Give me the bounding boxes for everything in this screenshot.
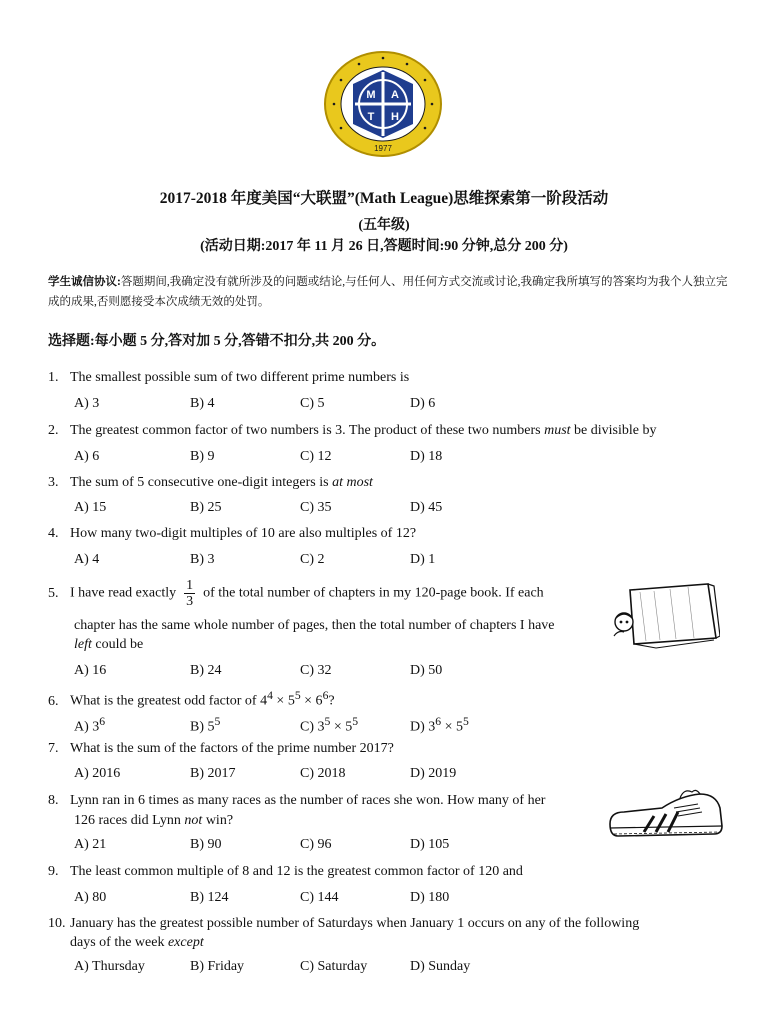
question-text: days of the week: [70, 935, 168, 950]
exponent: 5: [352, 715, 359, 728]
question-text: The greatest common factor of two numbers is 3. The product of these two numbers: [70, 423, 545, 438]
option-a[interactable]: A) 2016: [74, 766, 121, 781]
question-number: 9.: [48, 864, 59, 879]
question-3: [48, 475, 373, 491]
question-number: 2.: [48, 423, 59, 438]
question-text: January has the greatest possible number of Saturdays when January 1 occurs on any of the following: [70, 916, 640, 931]
question-5-line-3: [74, 637, 143, 653]
exponent: 4: [267, 689, 273, 702]
question-number: 5.: [48, 585, 59, 601]
option-c[interactable]: C) 32: [300, 663, 332, 678]
option-c[interactable]: C) 2: [300, 552, 325, 567]
question-emphasis: at most: [332, 475, 373, 490]
option-b[interactable]: B) 90: [190, 837, 222, 852]
pledge-text: 答题期间,我确定没有就所涉及的问题或结论,与任何人、用任何方式交流或讨论,我确定我所填写的答案均为我个人独立完成的成果,否则愿接受本次成绩无效的处罚。: [48, 276, 728, 308]
option-text: × 5: [441, 719, 464, 735]
option-a[interactable]: [74, 715, 105, 736]
running-shoe-icon: [604, 786, 726, 844]
option-b[interactable]: B) 2017: [190, 766, 236, 781]
question-number: 8.: [48, 793, 59, 808]
question-9: [48, 864, 523, 880]
pledge-label: 学生诚信协议:: [48, 276, 121, 288]
option-text: B) 5: [190, 719, 215, 735]
exponent: 5: [463, 715, 469, 728]
option-d[interactable]: D) 50: [410, 663, 443, 678]
exponent: 5: [324, 715, 331, 728]
option-a[interactable]: A) Thursday: [74, 959, 145, 974]
question-text: What is the greatest odd factor of 4: [70, 693, 268, 709]
fraction-numerator: 1: [186, 578, 194, 593]
option-a[interactable]: A) 21: [74, 837, 107, 852]
option-b[interactable]: [190, 715, 220, 736]
option-d[interactable]: D) 180: [410, 890, 450, 905]
option-text: C) 3: [300, 719, 325, 735]
question-text: Lynn ran in 6 times as many races as the number of races she won. How many of her: [70, 793, 546, 808]
question-4: [48, 526, 416, 542]
option-a[interactable]: A) 80: [74, 890, 107, 905]
question-5-line-2: chapter has the same whole number of pages, then the total number of chapters I have: [74, 618, 555, 633]
question-text: 126 races did Lynn: [74, 813, 185, 828]
exponent: 6: [322, 689, 329, 702]
option-b[interactable]: B) 9: [190, 449, 215, 464]
question-2: [48, 423, 656, 439]
question-text: I have read exactly: [70, 585, 177, 601]
option-d[interactable]: D) 1: [410, 552, 436, 567]
exam-meta: (活动日期:2017 年 11 月 26 日,答题时间:90 分钟,总分 200 分): [200, 239, 568, 254]
question-emphasis: not: [184, 813, 203, 828]
seal-letter-a: A: [391, 89, 399, 101]
question-emphasis: except: [167, 935, 204, 950]
option-b[interactable]: B) 4: [190, 396, 215, 411]
question-text-end: ?: [328, 693, 335, 709]
option-d[interactable]: D) Sunday: [410, 959, 471, 974]
exponent: 6: [435, 715, 442, 728]
exam-title: 2017-2018 年度美国“大联盟”(Math League)思维探索第一阶段活动: [159, 190, 609, 207]
exponent: 5: [294, 689, 301, 702]
question-emphasis: must: [544, 423, 571, 438]
seal-icon: [322, 50, 444, 158]
seal-letter-t: T: [367, 111, 375, 123]
option-c[interactable]: C) 2018: [300, 766, 346, 781]
question-text-end: be divisible by: [570, 423, 657, 438]
option-c[interactable]: C) Saturday: [300, 959, 368, 974]
question-6: [48, 689, 335, 710]
option-d[interactable]: D) 6: [410, 396, 436, 411]
question-emphasis: left: [74, 637, 92, 652]
reading-person-illustration: [610, 578, 720, 650]
question-text: The sum of 5 consecutive one-digit integers is: [70, 475, 333, 490]
question-text-part: × 6: [300, 693, 323, 709]
exponent: 5: [214, 715, 221, 728]
option-c[interactable]: C) 144: [300, 890, 339, 905]
question-10-line-2: [70, 935, 204, 951]
option-b[interactable]: B) 25: [190, 500, 222, 515]
option-a[interactable]: A) 6: [74, 449, 100, 464]
question-8-line-2: [74, 813, 233, 829]
question-number: 4.: [48, 526, 59, 541]
seal-year: 1977: [374, 144, 392, 153]
fraction-one-third: [184, 578, 195, 609]
option-d[interactable]: D) 105: [410, 837, 450, 852]
exponent: 6: [99, 715, 106, 728]
question-text-end: of the total number of chapters in my 120-page book. If each: [203, 585, 544, 601]
question-number: 6.: [48, 693, 59, 709]
option-b[interactable]: B) 124: [190, 890, 229, 905]
option-c[interactable]: C) 5: [300, 396, 325, 411]
question-text: How many two-digit multiples of 10 are also multiples of 12?: [70, 526, 417, 541]
grade-label: (五年级): [358, 218, 410, 233]
option-text: × 5: [330, 719, 353, 735]
question-number: 1.: [48, 370, 59, 385]
seal-letter-m: M: [366, 89, 376, 101]
question-number: 3.: [48, 475, 59, 490]
option-d[interactable]: D) 18: [410, 449, 443, 464]
question-7: [48, 741, 394, 757]
question-8: [48, 793, 545, 809]
mathematics-league-seal: [322, 50, 444, 158]
fraction-denominator: 3: [186, 594, 194, 609]
question-number: 7.: [48, 741, 59, 756]
question-text-end: win?: [202, 813, 234, 828]
option-text: A) 3: [74, 719, 100, 735]
option-d[interactable]: D) 45: [410, 500, 443, 515]
question-text: The smallest possible sum of two different prime numbers is: [70, 370, 410, 385]
question-text-end: could be: [91, 637, 144, 652]
question-1: [48, 370, 409, 386]
option-c[interactable]: C) 96: [300, 837, 332, 852]
option-a[interactable]: A) 15: [74, 500, 107, 515]
question-text-part: × 5: [272, 693, 295, 709]
option-c[interactable]: C) 12: [300, 449, 332, 464]
reading-person-icon: [610, 578, 720, 650]
option-b[interactable]: B) Friday: [190, 959, 245, 974]
option-c[interactable]: [300, 715, 358, 736]
option-b[interactable]: B) 24: [190, 663, 222, 678]
option-text: D) 3: [410, 719, 436, 735]
seal-letter-h: H: [391, 111, 399, 123]
option-a[interactable]: A) 3: [74, 396, 100, 411]
question-5: [48, 578, 544, 609]
option-d[interactable]: [410, 715, 469, 736]
question-number: 10.: [48, 916, 66, 931]
integrity-pledge: [48, 272, 728, 312]
option-c[interactable]: C) 35: [300, 500, 332, 515]
section-title: 选择题:每小题 5 分,答对加 5 分,答错不扣分,共 200 分。: [48, 334, 386, 349]
option-b[interactable]: B) 3: [190, 552, 215, 567]
option-a[interactable]: A) 16: [74, 663, 107, 678]
question-text: The least common multiple of 8 and 12 is the greatest common factor of 120 and: [70, 864, 523, 879]
option-d[interactable]: D) 2019: [410, 766, 457, 781]
question-10: [48, 916, 639, 932]
running-shoe-illustration: [604, 786, 726, 844]
option-a[interactable]: A) 4: [74, 552, 100, 567]
question-text: What is the sum of the factors of the prime number 2017?: [70, 741, 394, 756]
